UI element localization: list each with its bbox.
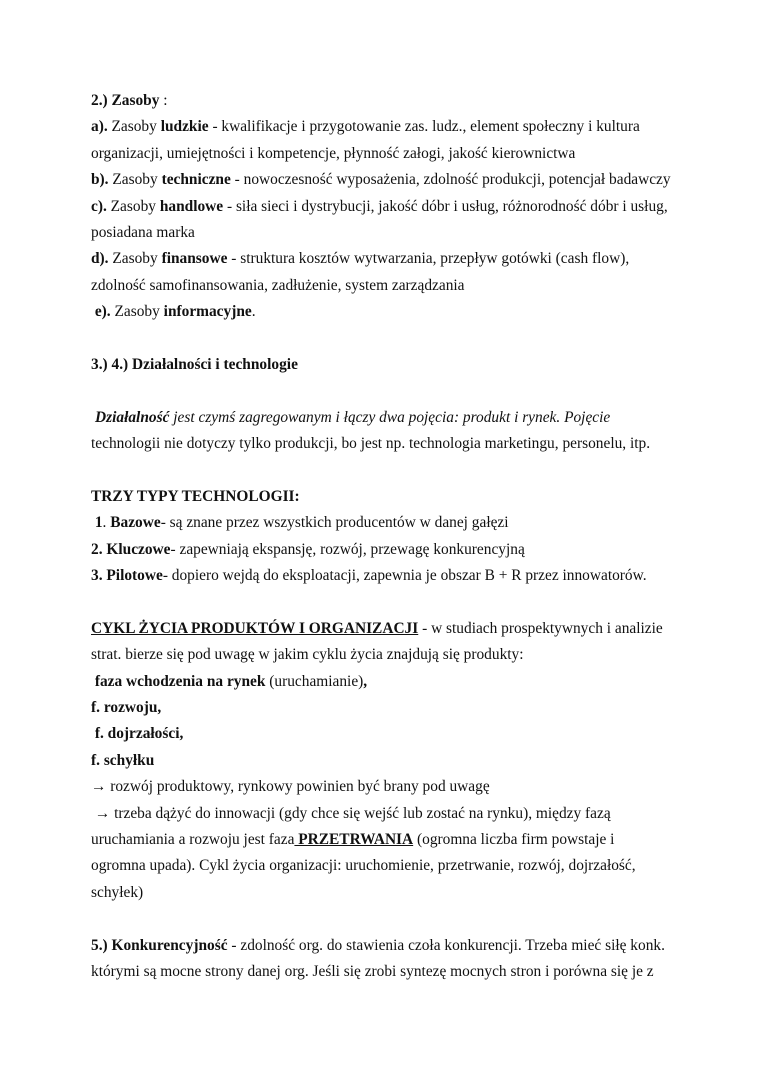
zasoby-e-line1: e). Zasoby informacyjne. (91, 303, 256, 321)
technologia-item-2: 2. Kluczowe- zapewniają ekspansję, rozwój, przewagę konkurencyjną (91, 540, 525, 558)
cykl-arrow-line2: → trzeba dążyć do innowacji (gdy chce się wejść lub zostać na rynku), między fazą (91, 804, 611, 822)
faza-schylku: f. schyłku (91, 751, 155, 769)
cykl-heading: CYKL ŻYCIA PRODUKTÓW I ORGANIZACJI - w studiach prospektywnych i analizie (91, 619, 663, 637)
technologie-heading: TRZY TYPY TECHNOLOGII: (91, 487, 300, 505)
arrow-right-icon: → (91, 804, 111, 822)
cykl-line-a: ogromna upada). Cykl życia organizacji: uruchomienie, przetrwanie, rozwój, dojrzałość, (91, 857, 636, 875)
zasoby-d-line1: d). Zasoby finansowe - struktura kosztów wytwarzania, przepływ gotówki (cash flow), (91, 250, 630, 268)
cykl-line2: strat. bierze się pod uwagę w jakim cyklu życia znajdują się produkty: (91, 646, 524, 664)
konkurencyjnosc-line2: którymi są mocne strony danej org. Jeśli się zrobi syntezę mocnych stron i porówna się je z (91, 962, 654, 980)
spacer (91, 326, 691, 352)
zasoby-heading: 2.) Zasoby : (91, 92, 168, 109)
zasoby-d-line2: zdolność samofinansowania, zadłużenie, system zarządzania (91, 276, 465, 294)
faza-wchodzenia: faza wchodzenia na rynek (uruchamianie), (91, 672, 368, 690)
faza-dojrzalosci: f. dojrzałości, (91, 725, 184, 743)
zasoby-c-line2: posiadana marka (91, 223, 195, 241)
zasoby-b-line1: b). Zasoby techniczne - nowoczesność wyposażenia, zdolność produkcji, potencjał badawczy (91, 171, 671, 189)
spacer (91, 378, 691, 404)
technologia-item-3: 3. Pilotowe- dopiero wejdą do eksploatacji, zapewnia je obszar B + R przez innowatorów. (91, 567, 647, 585)
document-page (91, 88, 691, 985)
cykl-line-b: schyłek) (91, 883, 144, 901)
konkurencyjnosc-line1: 5.) Konkurencyjność - zdolność org. do stawienia czoła konkurencji. Trzeba mieć siłę konk. (91, 936, 665, 954)
arrow-right-icon: → (91, 778, 107, 796)
cykl-przetrwania-line: uruchamiania a rozwoju jest faza PRZETRWANIA (ogromna liczba firm powstaje i (91, 830, 615, 848)
zasoby-a-line1: a). Zasoby ludzkie - kwalifikacje i przygotowanie zas. ludz., element społeczny i kultura (91, 118, 640, 136)
spacer (91, 457, 691, 483)
cykl-arrow-line1: → rozwój produktowy, rynkowy powinien być brany pod uwagę (91, 778, 490, 796)
dzialalnosci-line1: Działalność jest czymś zagregowanym i łączy dwa pojęcia: produkt i rynek. Pojęcie (95, 408, 611, 426)
zasoby-c-line1: c). Zasoby handlowe - siła sieci i dystrybucji, jakość dóbr i usług, różnorodność dóbr i usług, (91, 197, 668, 215)
spacer (91, 589, 691, 615)
faza-rozwoju: f. rozwoju, (91, 698, 162, 716)
spacer (91, 906, 691, 932)
dzialalnosci-heading: 3.) 4.) Działalności i technologie (91, 355, 298, 373)
zasoby-a-line2: organizacji, umiejętności i kompetencje, płynność załogi, jakość kierownictwa (91, 144, 576, 162)
technologia-item-1: 1. Bazowe- są znane przez wszystkich producentów w danej gałęzi (91, 514, 509, 532)
dzialalnosci-line2: technologii nie dotyczy tylko produkcji, bo jest np. technologia marketingu, personelu, itp. (91, 435, 651, 453)
